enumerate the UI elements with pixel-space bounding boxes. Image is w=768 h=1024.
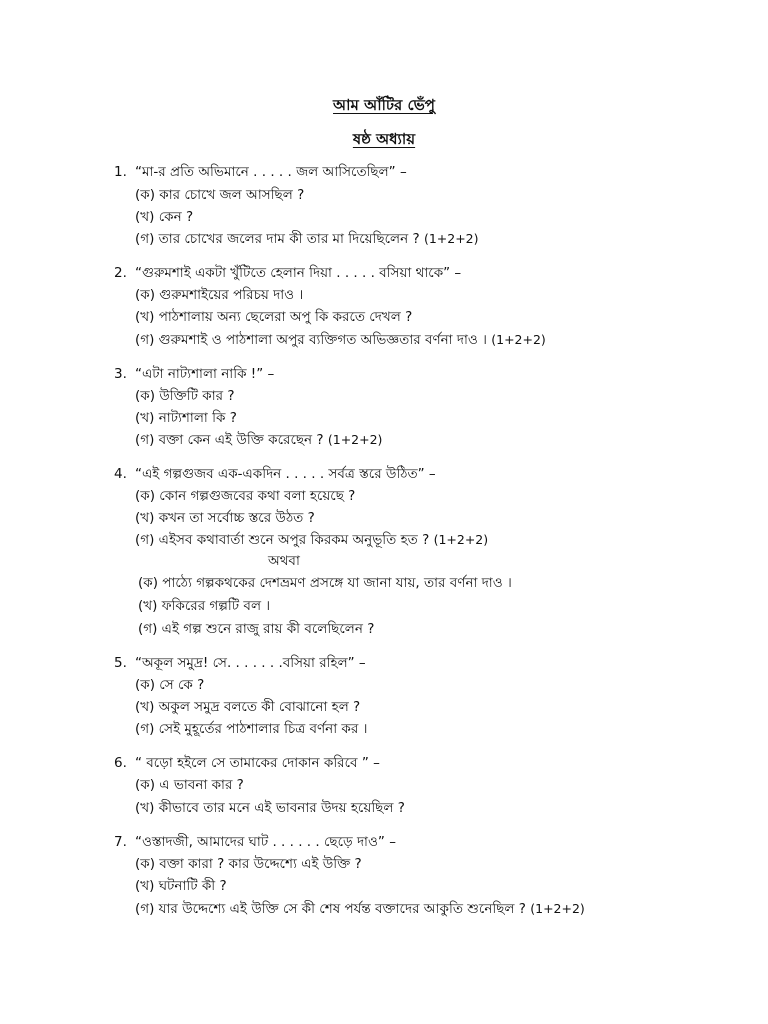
question-part-with-marks <box>135 900 585 918</box>
question-part: (গ) তার চোখের জলের দাম কী তার মা দিয়েছিলেন ? <box>135 231 420 247</box>
marks-label: (1+2+2) <box>530 901 585 916</box>
alternative-part: (গ) এই গল্প শুনে রাজু রায় কী বলেছিলেন ? <box>138 621 375 637</box>
question-part: (খ) কেন ? <box>135 209 194 225</box>
question-part-with-marks <box>135 230 479 248</box>
question-part-with-marks <box>135 331 546 349</box>
alternative-part: (খ) ফকিরের গল্পটি বল । <box>138 598 271 614</box>
question-number: 2. <box>114 265 127 281</box>
question-part-with-marks <box>135 531 488 549</box>
question-number: 5. <box>114 655 127 671</box>
question-part: (গ) বক্তা কেন এই উক্তি করেছেন ? <box>135 432 324 448</box>
question-number: 7. <box>114 834 127 850</box>
question-part-with-marks <box>135 431 382 449</box>
question-part: (গ) সেই মুহূর্তের পাঠশালার চিত্র বর্ণনা কর । <box>135 721 368 737</box>
question-part: (খ) কীভাবে তার মনে এই ভাবনার উদয় হয়েছিল ? <box>135 800 405 816</box>
document-title: আম আঁটির ভেঁপু <box>333 96 435 114</box>
question-part: (ক) কার চোখে জল আসছিল ? <box>135 187 305 203</box>
alternative-part: (ক) পাঠ্যে গল্পকথকের দেশভ্রমণ প্রসঙ্গে যা জানা যায়, তার বর্ণনা দাও । <box>138 575 512 591</box>
question-part: (গ) যার উদ্দেশ্যে এই উক্তি সে কী শেষ পর্যন্ত বক্তাদের আকুতি শুনেছিল ? <box>135 901 526 917</box>
question-part: (খ) অকুল সমুদ্র বলতে কী বোঝানো হল ? <box>135 699 361 715</box>
question-stem: “ বড়ো হইলে সে তামাকের দোকান করিবে ” – <box>135 755 380 771</box>
alternative-label: অথবা <box>268 553 300 569</box>
question-stem: “ওস্তাদজী, আমাদের ঘাট . . . . . . ছেড়ে দাও” – <box>135 834 396 850</box>
question-number: 6. <box>114 755 127 771</box>
question-stem: “এটা নাট্যশালা নাকি !” – <box>135 366 275 382</box>
marks-label: (1+2+2) <box>491 332 546 347</box>
question-part: (গ) গুরুমশাই ও পাঠশালা অপুর ব্যক্তিগত অভিজ্ঞতার বর্ণনা দাও । <box>135 332 487 348</box>
question-part: (খ) পাঠশালায় অন্য ছেলেরা অপু কি করতে দেখল ? <box>135 309 413 325</box>
question-part: (ক) উক্তিটি কার ? <box>135 388 235 404</box>
question-stem: “এই গল্পগুজব এক-একদিন . . . . . সর্বত্র স্তরে উঠিত” – <box>135 466 436 482</box>
marks-label: (1+2+2) <box>327 432 383 447</box>
marks-label: (1+2+2) <box>433 532 489 547</box>
question-number: 1. <box>114 164 127 180</box>
question-part: (ক) গুরুমশাইয়ের পরিচয় দাও । <box>135 287 304 303</box>
question-stem: “অকূল সমুদ্র! সে. . . . . . .বসিয়া রহিল” – <box>135 655 366 671</box>
question-part: (ক) বক্তা কারা ? কার উদ্দেশ্যে এই উক্তি ? <box>135 856 362 872</box>
question-part: (খ) ঘটনাটি কী ? <box>135 878 227 894</box>
question-part: (ক) সে কে ? <box>135 677 205 693</box>
question-part: (ক) কোন গল্পগুজবের কথা বলা হয়েছে ? <box>135 488 356 504</box>
question-stem: “মা-র প্রতি অভিমানে . . . . . জল আসিতেছিল” – <box>135 164 407 180</box>
question-part: (গ) এইসব কথাবার্তা শুনে অপুর কিরকম অনুভূতি হত ? <box>135 532 430 548</box>
document-subtitle: ষষ্ঠ অধ্যায় <box>352 130 416 148</box>
question-stem: “গুরুমশাই একটা খুঁটিতে হেলান দিয়া . . . . . বসিয়া থাকে” – <box>135 265 462 281</box>
question-part: (ক) এ ভাবনা কার ? <box>135 777 244 793</box>
question-number: 4. <box>114 466 127 482</box>
question-part: (খ) কখন তা সর্বোচ্চ স্তরে উঠত ? <box>135 510 315 526</box>
question-number: 3. <box>114 366 127 382</box>
question-part: (খ) নাট্যশালা কি ? <box>135 410 237 426</box>
marks-label: (1+2+2) <box>423 231 479 246</box>
